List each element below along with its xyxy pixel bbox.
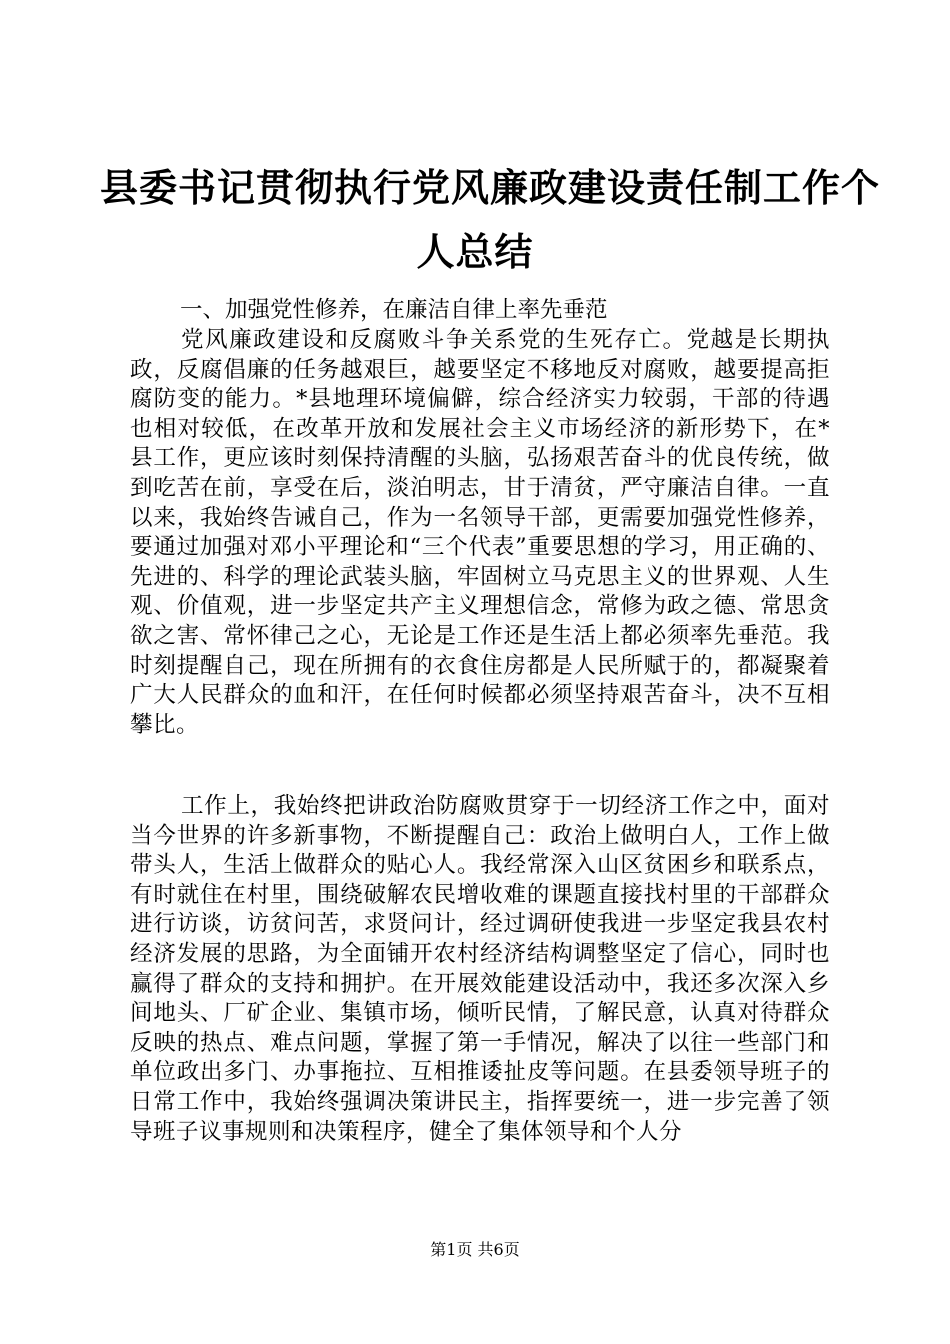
document-title-line-2: 人总结 xyxy=(416,229,534,274)
section-heading: 一、加强党性修养，在廉洁自律上率先垂范 xyxy=(180,297,608,323)
body-paragraph-1: 党风廉政建设和反腐败斗争关系党的生死存亡。党越是长期执政，反腐倡廉的任务越艰巨，越要坚定不移地反对腐败，越要提高拒腐防变的能力。*县地理环境偏僻，综合经济实力较弱，干部的待遇也相对较低，在改革开放和发展社会主义市场经济的新形势下，在*县工作，更应该时刻保持清醒的头脑，弘扬艰苦奋斗的优良传统，做到吃苦在前，享受在后，淡泊明志，甘于清贫，严守廉洁自律。一直以来，我始终告诫自己，作为一名领导干部，更需要加强党性修养，要通过加强对邓小平理论和“三个代表”重要思想的学习，用正确的、先进的、科学的理论武装头脑，牢固树立马克思主义的世界观、人生观、价值观，进一步坚定共产主义理想信念，常修为政之德、常思贪欲之害、常怀律己之心，无论是工作还是生活上都必须率先垂范。我时刻提醒自己，现在所拥有的衣食住房都是人民所赋于的，都凝聚着广大人民群众的血和汗，在任何时候都必须坚持艰苦奋斗，决不互相攀比。 xyxy=(130,327,830,738)
document-title-line-1: 县委书记贯彻执行党风廉政建设责任制工作个 xyxy=(100,165,881,210)
page-number-footer: 第1页 共6页 xyxy=(430,1240,520,1259)
body-paragraph-2: 工作上，我始终把讲政治防腐败贯穿于一切经济工作之中，面对当今世界的许多新事物，不断提醒自己：政治上做明白人，工作上做带头人，生活上做群众的贴心人。我经常深入山区贫困乡和联系点，有时就住在村里，围绕破解农民增收难的课题直接找村里的干部群众进行访谈，访贫问苦，求贤问计，经过调研使我进一步坚定我县农村经济发展的思路，为全面铺开农村经济结构调整坚定了信心，同时也赢得了群众的支持和拥护。在开展效能建设活动中，我还多次深入乡间地头、厂矿企业、集镇市场，倾听民情，了解民意，认真对待群众反映的热点、难点问题，掌握了第一手情况，解决了以往一些部门和单位政出多门、办事拖拉、互相推诿扯皮等问题。在县委领导班子的日常工作中，我始终强调决策讲民主，指挥要统一，进一步完善了领导班子议事规则和决策程序，健全了集体领导和个人分 xyxy=(130,793,830,1145)
